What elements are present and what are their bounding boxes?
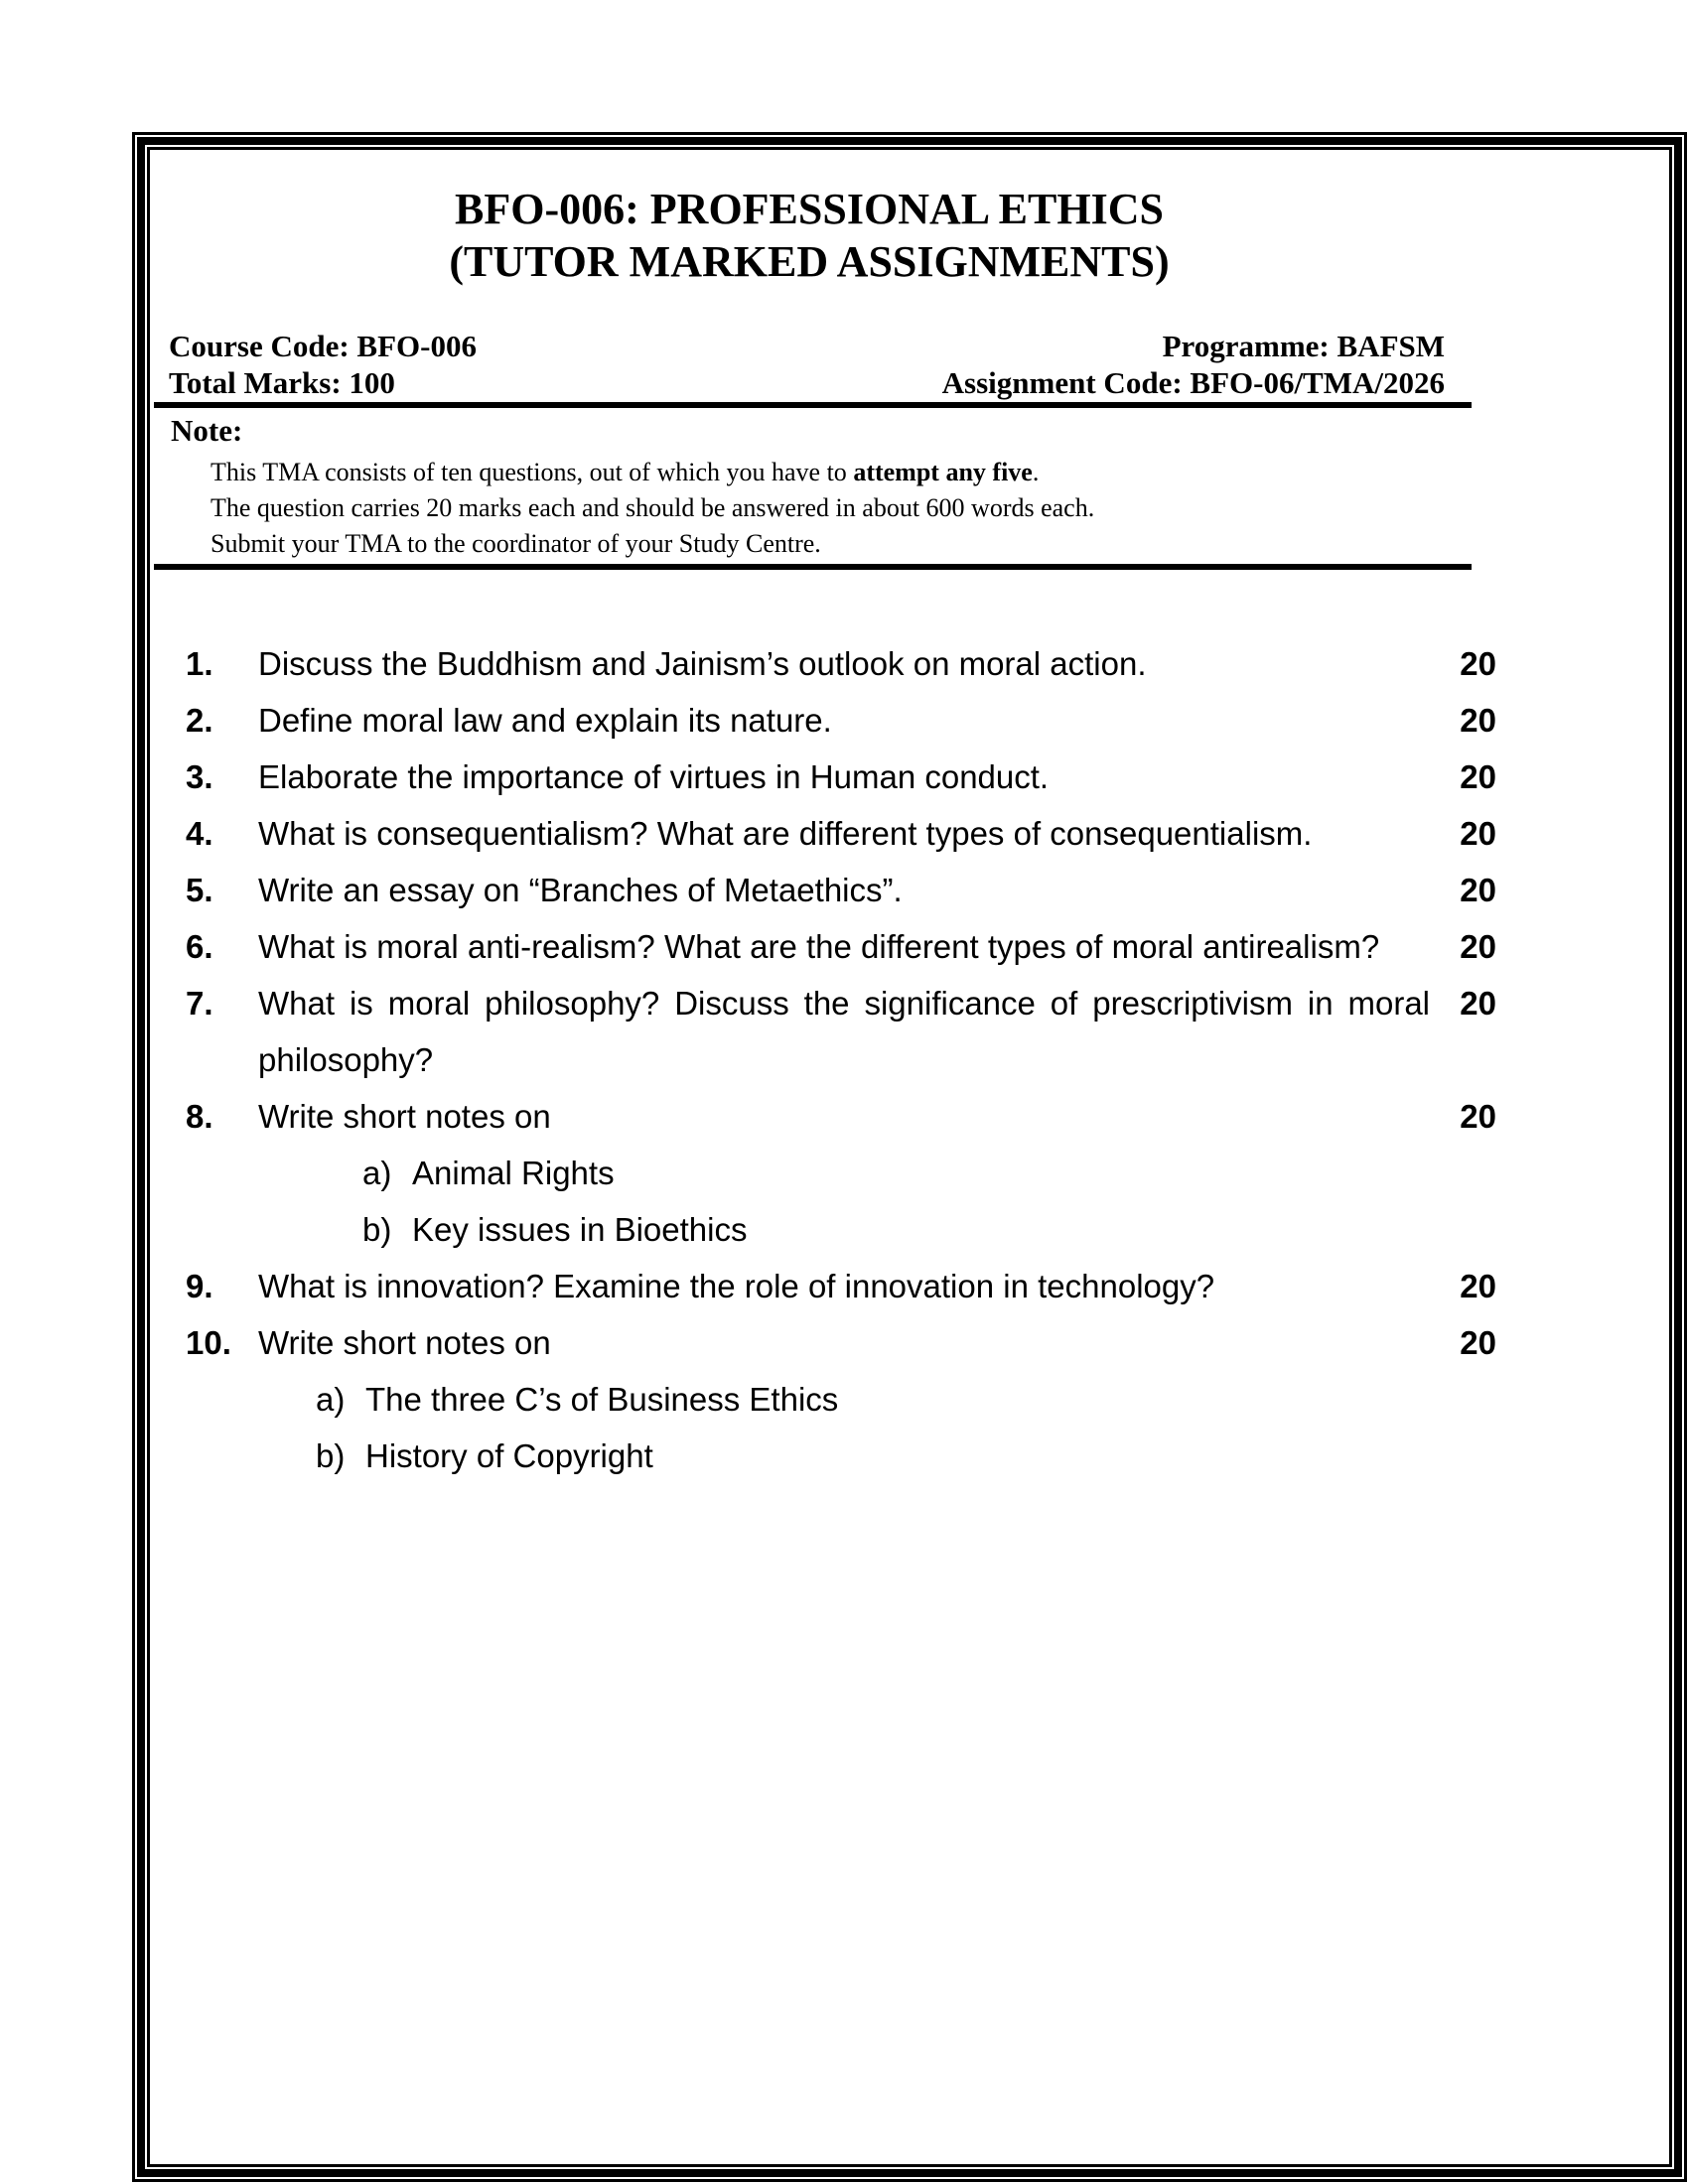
question-row-4 [186, 805, 1496, 862]
question-number: 2. [186, 702, 213, 739]
note-line-1 [211, 455, 1472, 490]
meta-row-1 [169, 328, 1445, 364]
note-label: Note: [171, 413, 243, 448]
subitem-8a [186, 1145, 1496, 1201]
question-text: Elaborate the importance of virtues in Human conduct. [258, 758, 1050, 795]
note-line-1-suffix: . [1032, 458, 1040, 486]
assignment-code: Assignment Code: BFO-06/TMA/2026 [941, 365, 1445, 400]
question-number: 4. [186, 815, 213, 852]
question-marks: 20 [1460, 1324, 1496, 1361]
question-marks: 20 [1460, 928, 1496, 965]
question-marks: 20 [1460, 758, 1496, 795]
question-marks: 20 [1460, 645, 1496, 682]
subitem-8b [186, 1201, 1496, 1258]
note-line-1-bold: attempt any five [853, 458, 1033, 486]
question-row-6 [186, 918, 1496, 975]
question-number: 10. [186, 1324, 231, 1361]
note-divider-rule [154, 564, 1472, 570]
subitem-label: a) [316, 1381, 346, 1418]
question-row-8 [186, 1088, 1496, 1145]
subitem-text: The three C’s of Business Ethics [365, 1381, 839, 1418]
question-text: Write short notes on [258, 1324, 551, 1361]
question-row-3 [186, 749, 1496, 805]
question-marks: 20 [1460, 1268, 1496, 1304]
question-row-7 [186, 975, 1496, 1088]
title-line-2: (TUTOR MARKED ASSIGNMENTS) [449, 237, 1170, 286]
meta-row-2 [169, 364, 1445, 401]
question-number: 6. [186, 928, 213, 965]
subitem-label: a) [362, 1155, 392, 1191]
question-number: 1. [186, 645, 213, 682]
course-code: Course Code: BFO-006 [169, 329, 477, 363]
questions-list [186, 635, 1496, 1484]
question-text: What is innovation? Examine the role of innovation in technology? [258, 1268, 1215, 1304]
question-number: 8. [186, 1098, 213, 1135]
subitem-10b [186, 1428, 1496, 1484]
question-text: Discuss the Buddhism and Jainism’s outlook on moral action. [258, 645, 1147, 682]
question-number: 5. [186, 872, 213, 908]
question-row-2 [186, 692, 1496, 749]
question-marks: 20 [1460, 985, 1496, 1022]
title-line-1: BFO-006: PROFESSIONAL ETHICS [455, 185, 1164, 233]
subitem-text: History of Copyright [365, 1437, 653, 1474]
question-number: 7. [186, 985, 213, 1022]
question-row-10 [186, 1314, 1496, 1371]
subitem-label: b) [362, 1211, 392, 1248]
subitem-10a [186, 1371, 1496, 1428]
question-row-5 [186, 862, 1496, 918]
header-meta [169, 328, 1445, 401]
note-line-1-prefix: This TMA consists of ten questions, out of which you have to [211, 458, 854, 486]
note-line-2: The question carries 20 marks each and should be answered in about 600 words each. [211, 493, 1095, 522]
question-number: 3. [186, 758, 213, 795]
question-text: What is moral anti-realism? What are the different types of moral antirealism? [258, 928, 1380, 965]
programme: Programme: BAFSM [1162, 329, 1445, 363]
question-row-9 [186, 1258, 1496, 1314]
question-row-1 [186, 635, 1496, 692]
question-text: Define moral law and explain its nature. [258, 702, 832, 739]
document-title [171, 183, 1448, 288]
question-text: Write short notes on [258, 1098, 551, 1135]
question-number: 9. [186, 1268, 213, 1304]
note-line-3: Submit your TMA to the coordinator of your Study Centre. [211, 529, 821, 558]
question-marks: 20 [1460, 1098, 1496, 1135]
question-marks: 20 [1460, 872, 1496, 908]
subitem-label: b) [316, 1437, 346, 1474]
question-text: Write an essay on “Branches of Metaethics”. [258, 872, 903, 908]
question-text [258, 975, 1430, 1088]
note-text [211, 455, 1472, 562]
subitem-text: Key issues in Bioethics [412, 1211, 748, 1248]
subitem-text: Animal Rights [412, 1155, 615, 1191]
total-marks: Total Marks: 100 [169, 365, 395, 400]
question-text: What is consequentialism? What are different types of consequentialism. [258, 815, 1313, 852]
question-7-line-1: What is moral philosophy? Discuss the significance of prescriptivism in moral [258, 985, 1430, 1022]
question-7-line-2: philosophy? [258, 1041, 434, 1078]
question-marks: 20 [1460, 815, 1496, 852]
header-divider-rule [154, 402, 1472, 408]
question-marks: 20 [1460, 702, 1496, 739]
